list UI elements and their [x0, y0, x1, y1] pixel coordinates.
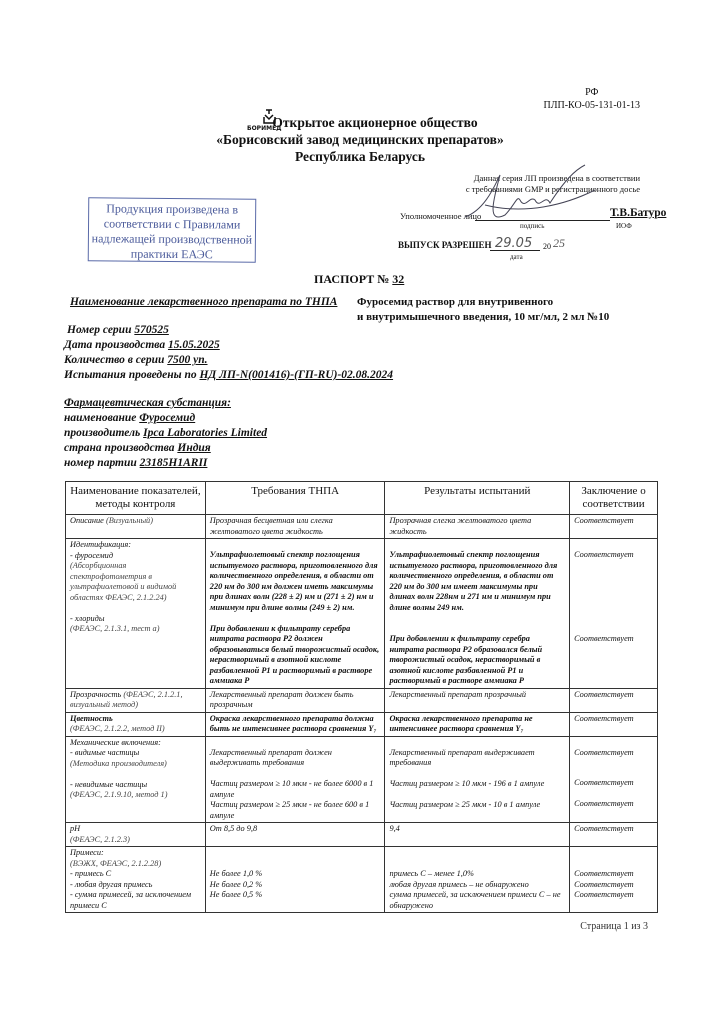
header-cell: Требования ТНПА	[205, 482, 385, 515]
result: примесь С – менее 1,0%	[389, 869, 474, 878]
param-name: Механические включения:	[70, 737, 161, 747]
param-method: (Абсорбционная спектрофотометрия в ультрафиолетовой и видимой областях ФЕАЭС, 2.1.2.24)	[70, 561, 177, 602]
requirement: Окраска лекарственного препарата должна быть не интенсивнее раствора сравнения Y₇	[205, 712, 385, 736]
requirement: Лекарственный препарат должен выдерживать требования	[209, 747, 332, 767]
impurity-name: - любая другая примесь	[70, 879, 153, 889]
param-subname: - фуросемид	[70, 550, 114, 560]
header-cell: Результаты испытаний	[385, 482, 570, 515]
param-method: (ФЕАЭС, 2.1.9.10, метод 1)	[70, 790, 168, 799]
statement-line2: с требованиями GMP и регистрационного досье	[465, 184, 640, 194]
release-year: 25	[553, 236, 565, 250]
result: любая другая примесь – не обнаружено	[389, 879, 529, 889]
table-row	[66, 847, 658, 913]
product-name-line2: и внутримышечного введения, 10 мг/мл, 2 мл №10	[357, 311, 610, 323]
country-label: страна производства	[64, 442, 175, 454]
result: 9,4	[385, 823, 570, 847]
conclusion: Соответствует	[574, 869, 634, 878]
result: Частиц размером ≥ 10 мкм - 196 в 1 ампуле	[389, 779, 545, 788]
param-method: (ФЕАЭС, 2.1.2.3)	[70, 834, 130, 844]
table-header-row	[66, 482, 658, 515]
page-number: Страница 1 из 3	[580, 921, 648, 932]
param-name: - хлориды	[70, 613, 105, 623]
date-caption: дата	[510, 253, 523, 261]
conclusion: Соответствует	[574, 747, 634, 757]
conclusion: Соответствует	[570, 688, 658, 712]
header-cell: Наименование показателей, методы контроля	[66, 482, 206, 515]
param-subname: - видимые частицы	[70, 748, 140, 757]
table-row	[66, 539, 658, 689]
substance-name: Фуросемид	[139, 412, 196, 424]
statement-line1: Данная серия ЛП произведена в соответствии	[473, 173, 640, 183]
gmp-stamp	[88, 197, 257, 262]
table-row	[66, 736, 658, 823]
requirement: От 8,5 до 9,8	[205, 823, 385, 847]
conclusion: Соответствует	[574, 798, 634, 808]
requirement: Частиц размером ≥ 25 мкм - не более 600 в 1 ампуле	[209, 800, 370, 820]
conclusion: Соответствует	[574, 778, 634, 787]
param-name: - невидимые частицы	[70, 779, 148, 789]
param-name: Описание	[70, 516, 104, 525]
maker-label: производитель	[64, 427, 141, 439]
result: Окраска лекарственного препарата не интенсивнее раствора сравнения Y₇	[385, 712, 570, 736]
product-name-label: Наименование лекарственного препарата по ТНПА	[70, 296, 338, 308]
rf-label: РФ	[585, 87, 599, 98]
substance-info	[64, 396, 267, 471]
stamp-line: соответствии с Правилами	[103, 216, 241, 232]
company-line1: Открытое акционерное общество	[272, 115, 478, 130]
result: Ультрафиолетовый спектр поглощения испытуемого раствора, приготовленного для количественного определения, в области от 220 нм до 300 нм имеет максимумы при длинах волн 228нм и 271 нм и минимум при длине волны 249 нм.	[389, 550, 558, 612]
series-value: 570525	[134, 324, 169, 336]
requirement: Не более 0,5 %	[209, 890, 263, 899]
conclusion: Соответствует	[570, 515, 658, 539]
requirement: Не более 0,2 %	[209, 879, 263, 889]
requirement: Лекарственный препарат должен быть прозрачным	[205, 688, 385, 712]
result: Лекарственный препарат прозрачный	[385, 688, 570, 712]
passport-number: 32	[392, 272, 405, 286]
release-date: 29.05	[495, 236, 533, 251]
table-row	[66, 688, 658, 712]
signature-icon	[455, 155, 605, 230]
param-method: (ВЭЖХ, ФЕАЭС, 2.1.2.28)	[70, 858, 162, 868]
test-results-table	[65, 481, 658, 913]
name-caption: ИОФ	[616, 222, 632, 230]
impurity-name: - примесь С	[70, 869, 112, 878]
signer-name: Т.В.Батуро	[610, 207, 667, 219]
table-row	[66, 515, 658, 539]
qty-label: Количество в серии	[64, 354, 165, 366]
company-logo-text: БОРИМЕД	[247, 125, 282, 132]
conclusion: Соответствует	[574, 633, 634, 643]
requirement: Частиц размером ≥ 10 мкм - не более 6000 в 1 ампуле	[209, 779, 374, 799]
param-method: (ФЕАЭС, 2.1.3.1, тест а)	[70, 624, 160, 633]
result: Частиц размером ≥ 25 мкм - 10 в 1 ампуле	[389, 799, 541, 809]
batch-label: номер партии	[64, 457, 137, 469]
stamp-line: практики ЕАЭС	[130, 246, 213, 262]
header-cell: Заключение о соответствии	[570, 482, 658, 515]
product-name-line1: Фуросемид раствор для внутривенного	[357, 296, 554, 308]
result: Прозрачная слегка желтоватого цвета жидкость	[385, 515, 570, 539]
company-line3: Республика Беларусь	[294, 149, 426, 164]
tests-doc: НД ЛП-N(001416)-(ГП-RU)-02.08.2024	[199, 369, 394, 381]
result: При добавлении к фильтрату серебра нитрата раствора Р2 образовался белый творожистый осадок, нерастворимый в азотной кислоте разбавленной Р1 и растворимый в растворе аммиака Р	[389, 634, 543, 685]
param-method: (Методика производителя)	[70, 758, 167, 768]
date-label: Дата производства	[64, 339, 166, 351]
requirement: При добавлении к фильтрату серебра нитрата раствора Р2 должен образовываться белый творожистый осадок, нерастворимый в азотной кислоте разбавленной Р1 и растворимый в растворе аммиака Р	[209, 623, 380, 685]
substance-name-label: наименование	[64, 412, 137, 424]
authorized-label: Уполномоченное лицо	[400, 211, 482, 221]
table-row	[66, 712, 658, 736]
param-method: (ФЕАЭС, 2.1.2.1, визуальный метод)	[70, 689, 183, 709]
requirement: Прозрачная бесцветная или слегка желтоватого цвета жидкость	[205, 515, 385, 539]
conclusion: Соответствует	[570, 823, 658, 847]
param-name: Идентификация:	[70, 540, 132, 549]
requirement: Ультрафиолетовый спектр поглощения испытуемого раствора, приготовленного для количественного определения, в области от 220 нм до 300 нм должен иметь максимумы при длинах волн (228 ± 2) нм и (271 ± 2) нм и минимум при длине волны (249 ± 2) нм.	[209, 550, 378, 612]
param-name: pH	[70, 824, 81, 833]
doc-code-block	[543, 86, 640, 112]
stamp-line: Продукция произведена в	[106, 201, 239, 217]
series-label: Номер серии	[67, 324, 132, 336]
substance-heading: Фармацевтическая субстанция:	[64, 397, 231, 409]
requirement: Не более 1,0 %	[209, 869, 263, 878]
stamp-line: надлежащей производственной	[91, 231, 253, 247]
conclusion: Соответствует	[574, 550, 634, 559]
conclusion: Соответствует	[574, 879, 634, 889]
release-label: ВЫПУСК РАЗРЕШЕН	[398, 240, 492, 250]
country-value: Индия	[177, 442, 211, 454]
date-value: 15.05.2025	[167, 339, 220, 351]
company-line2: «Борисовский завод медицинских препаратов»	[216, 132, 504, 147]
param-name: Примеси:	[70, 848, 104, 857]
table-row	[66, 823, 658, 847]
result: сумма примесей, за исключением примеси С – не обнаружено	[389, 890, 561, 910]
param-method: (Визуальный)	[105, 516, 153, 525]
batch-value: 23185H1ARII	[139, 457, 208, 469]
conclusion: Соответствует	[570, 712, 658, 736]
release-year-prefix: 20	[543, 242, 551, 251]
passport-label: ПАСПОРТ №	[314, 272, 390, 286]
param-method: (ФЕАЭС, 2.1.2.2, метод II)	[70, 724, 165, 733]
result: Лекарственный препарат выдерживает требования	[389, 747, 535, 767]
conclusion: Соответствует	[574, 890, 634, 899]
maker-value: Ipca Laboratories Limited	[143, 427, 268, 439]
batch-info	[64, 323, 393, 383]
param-name: Цветность	[70, 713, 113, 723]
tests-label: Испытания проведены по	[64, 369, 197, 381]
signature-caption: подпись	[520, 222, 545, 230]
param-name: Прозрачность	[70, 689, 122, 699]
impurity-name: - сумма примесей, за исключением примеси С	[70, 890, 191, 910]
doc-code: ПЛП-КО-05-131-01-13	[543, 100, 640, 111]
passport-title	[314, 272, 404, 287]
product-name	[357, 295, 609, 325]
qty-value: 7500 уп.	[167, 354, 208, 366]
